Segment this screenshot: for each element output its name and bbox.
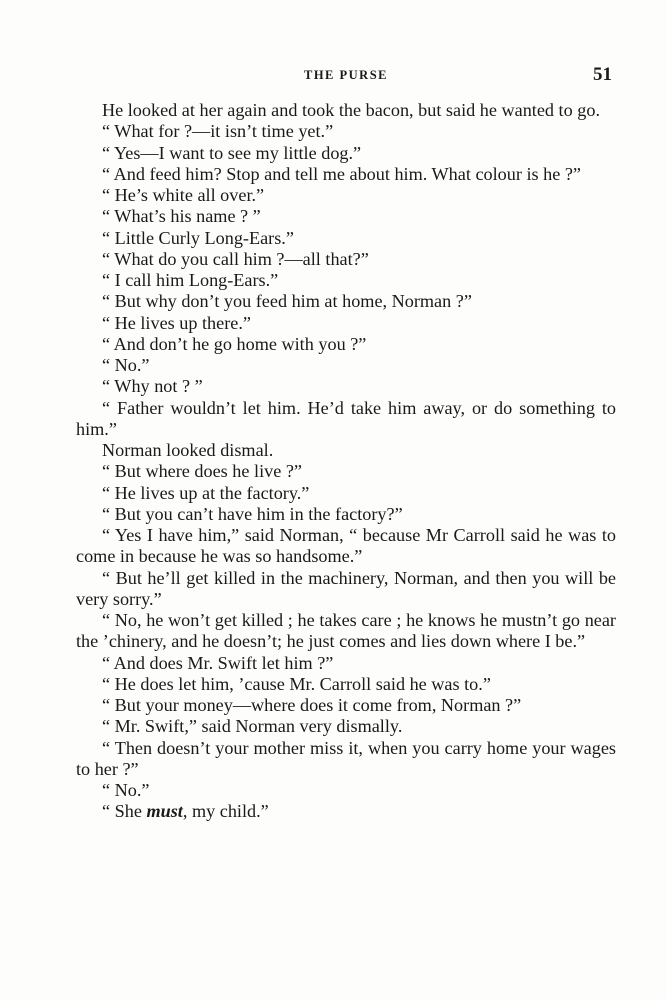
paragraph: “ But your money—where does it come from, Norman ?”: [102, 695, 522, 715]
paragraph: “ But why don’t you feed him at home, Norman ?”: [102, 291, 472, 312]
paragraph: “ I call him Long-Ears.”: [102, 270, 279, 290]
paragraph: “ He lives up there.”: [102, 312, 251, 333]
paragraph: “ Yes—I want to see my little dog.”: [102, 142, 362, 163]
paragraph: “ What do you call him ?—all that?”: [102, 248, 369, 269]
body-text: [76, 100, 616, 823]
paragraph: “ Yes I have him,” said Norman, “ because Mr Carroll said he was to come in because he was so handsome.”: [76, 525, 616, 567]
paragraph: “ No.”: [102, 780, 150, 800]
paragraph: He looked at her again and took the bacon, but said he wanted to go.: [102, 100, 600, 120]
paragraph: “ He lives up at the factory.”: [102, 482, 310, 503]
paragraph: “ And don’t he go home with you ?”: [102, 333, 367, 354]
paragraph: Norman looked dismal.: [102, 440, 274, 460]
final-line-start: “ She: [102, 801, 147, 822]
paragraph-final: [76, 801, 616, 822]
paragraph: “ No.”: [102, 355, 150, 375]
paragraph: “ What’s his name ? ”: [102, 206, 261, 227]
paragraph: “ Mr. Swift,” said Norman very dismally.: [102, 716, 403, 737]
paragraph: “ But he’ll get killed in the machinery, Norman, and then you will be very sorry.”: [76, 567, 616, 609]
final-line-emphasis: must: [146, 801, 183, 822]
paragraph: “ Then doesn’t your mother miss it, when you carry home your wages to her ?”: [76, 737, 616, 779]
final-line-end: , my child.”: [182, 801, 269, 822]
paragraph: “ And does Mr. Swift let him ?”: [102, 652, 334, 673]
paragraph: “ And feed him? Stop and tell me about him. What colour is he ?”: [102, 163, 581, 184]
paragraph: “ No, he won’t get killed ; he takes care ; he knows he mustn’t go near the ’chinery, and he doesn’t; he just comes and lies down where I be.”: [76, 610, 616, 652]
paragraph: “ But where does he live ?”: [102, 461, 302, 482]
paragraph: “ Why not ? ”: [102, 376, 203, 397]
paragraph: “ But you can’t have him in the factory?”: [102, 503, 403, 524]
paragraph: “ He does let him, ’cause Mr. Carroll said he was to.”: [102, 673, 491, 694]
page-number: 51: [593, 64, 612, 85]
paragraph: “ He’s white all over.”: [102, 185, 265, 205]
running-title: THE PURSE: [303, 68, 388, 82]
paragraph: “ Father wouldn’t let him. He’d take him away, or do something to him.”: [76, 397, 616, 439]
paragraph: “ What for ?—it isn’t time yet.”: [102, 121, 334, 142]
paragraph: “ Little Curly Long-Ears.”: [102, 227, 294, 248]
running-head: [76, 64, 616, 88]
